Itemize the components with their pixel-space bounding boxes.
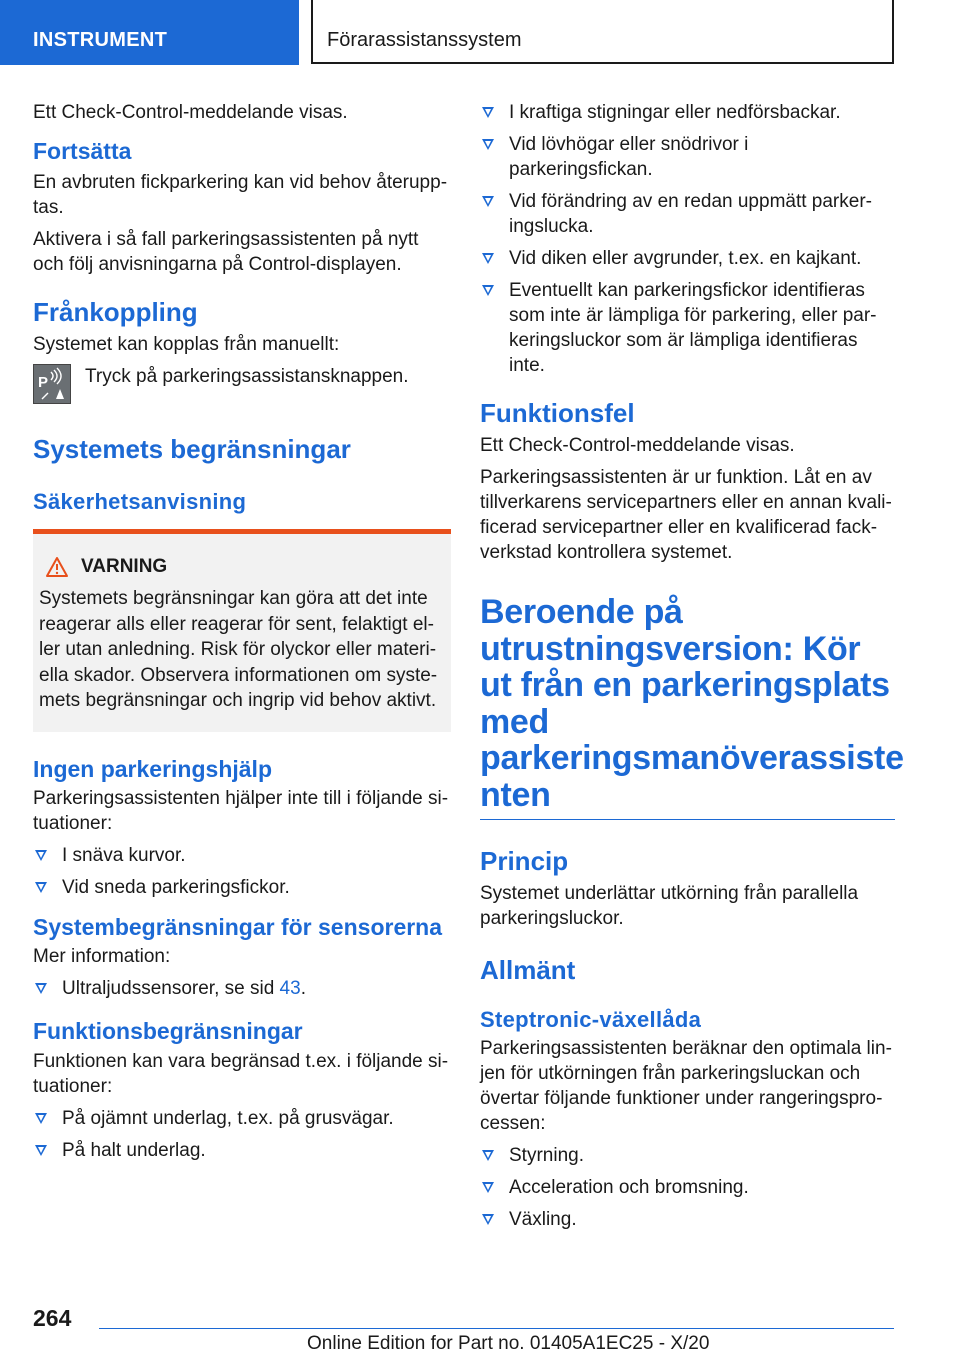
heading-funktion: Funktionsbegränsningar <box>33 1017 303 1044</box>
list-ingen <box>33 843 451 900</box>
list-item: Styrning. <box>480 1143 895 1168</box>
bullet-triangle-icon <box>482 107 494 118</box>
list-item: Växling. <box>480 1207 895 1232</box>
list-item: Vid sneda parkeringsfickor. <box>33 875 451 900</box>
footer-rule <box>99 1328 894 1329</box>
paragraph: Aktivera i så fall parkeringsassistenten på nytt och följ anvisningarna på Control-displayen. <box>33 229 419 275</box>
heading-beroende: Beroende på utrustningsversion: Kör ut från en parkeringsplats med parkeringsmanöverassiste nten <box>480 593 904 814</box>
list-item: Vid förändring av en redan uppmätt parkeringslucka. <box>480 189 895 239</box>
button-instruction <box>33 364 451 410</box>
page-reference-link[interactable]: 43 <box>279 977 301 999</box>
paragraph: Mer information: <box>33 945 171 967</box>
heading-underline <box>480 819 895 820</box>
bullet-triangle-icon <box>482 196 494 207</box>
chapter-title: Förarassistanssystem <box>327 29 522 51</box>
button-instruction-text: Tryck på parkeringsassistansknappen. <box>85 366 409 387</box>
paragraph: Funktionen kan vara begränsad t.ex. i följande situationer: <box>33 1050 449 1097</box>
heading-funktionsfel: Funktionsfel <box>480 398 635 428</box>
section-title: INSTRUMENT <box>33 29 168 51</box>
heading-fortsatta: Fortsätta <box>33 138 132 164</box>
bullet-triangle-icon <box>35 983 47 994</box>
heading-steptronic: Steptronic-växellåda <box>480 1007 702 1032</box>
bullet-triangle-icon <box>482 139 494 150</box>
list-steptronic <box>480 1143 895 1232</box>
bullet-triangle-icon <box>482 253 494 264</box>
section-tab <box>0 0 299 65</box>
list-funktion <box>33 1106 451 1163</box>
paragraph: Parkeringsassistenten hjälper inte till i följande situationer: <box>33 787 449 834</box>
warning-text: Systemets begränsningar kan göra att det inte reagerar alls eller reagerar för sent, felaktigt eller utan anledning. Risk för olyckor eller materiella skador. Observera informationen om systemets begränsningar och ingrip vid behov aktivt. <box>39 588 438 711</box>
warning-triangle-icon <box>45 556 69 578</box>
bullet-triangle-icon <box>35 850 47 861</box>
heading-ingen: Ingen parkeringshjälp <box>33 755 272 782</box>
heading-sakerhet: Säkerhetsanvisning <box>33 489 247 514</box>
list-item: Vid diken eller avgrunder, t.ex. en kajkant. <box>480 246 895 271</box>
bullet-triangle-icon <box>35 1145 47 1156</box>
list-item: På ojämnt underlag, t.ex. på grusvägar. <box>33 1106 451 1131</box>
warning-header <box>45 556 439 578</box>
bullet-triangle-icon <box>482 285 494 296</box>
left-column <box>33 100 451 1170</box>
list-item: I snäva kurvor. <box>33 843 451 868</box>
right-column <box>480 100 904 1239</box>
list-item: På halt underlag. <box>33 1138 451 1163</box>
list-sensorer <box>33 976 451 1001</box>
chapter-header <box>311 0 894 64</box>
paragraph: Systemet kan kopplas från manuellt: <box>33 334 340 355</box>
list-item: Vid lövhögar eller snödrivor i parkeringsfickan. <box>480 132 895 182</box>
paragraph: Ett Check-Control-meddelande visas. <box>480 435 795 456</box>
list-item: Acceleration och bromsning. <box>480 1175 895 1200</box>
bullet-triangle-icon <box>482 1150 494 1161</box>
paragraph: Parkeringsassistenten är ur funktion. Låt en av tillverkarens servicepartners eller en annan kvalificerad servicepartner eller en kvalificerad fackverkstad kontrollera systemet. <box>480 467 892 563</box>
heading-begransningar: Systemets begränsningar <box>33 434 351 464</box>
list-item: Eventuellt kan parkeringsfickor identifieras som inte är lämpliga för parkering, eller parkeringsluckor som är lämpliga identifieras inte. <box>480 278 895 378</box>
heading-allmant: Allmänt <box>480 955 576 985</box>
paragraph: Ett Check-Control-meddelande visas. <box>33 102 348 123</box>
parking-assistant-button-icon <box>33 364 71 404</box>
list-item: Ultraljudssensorer, se sid 43. <box>33 976 451 1001</box>
paragraph: Parkeringsassistenten beräknar den optimala linjen för utkörningen från parkeringsluckan och övertar följande funktioner under rangeringsprocessen: <box>480 1038 892 1134</box>
heading-sensorer: Systembegränsningar för sensorerna <box>33 913 443 940</box>
heading-frankoppling: Frånkoppling <box>33 297 198 327</box>
paragraph: Systemet underlättar utkörning från parallella parkeringsluckor. <box>480 883 859 929</box>
list-situations <box>480 100 895 378</box>
svg-text:P: P <box>38 374 49 391</box>
paragraph: En avbruten fickparkering kan vid behov återupptas. <box>33 172 448 218</box>
bullet-triangle-icon <box>482 1182 494 1193</box>
warning-title: VARNING <box>81 556 168 577</box>
heading-princip: Princip <box>480 846 569 876</box>
bullet-triangle-icon <box>482 1214 494 1225</box>
bullet-triangle-icon <box>35 1113 47 1124</box>
warning-box <box>33 529 451 732</box>
bullet-triangle-icon <box>35 882 47 893</box>
page-number: 264 <box>33 1305 72 1331</box>
list-item: I kraftiga stigningar eller nedförsbackar. <box>480 100 895 125</box>
footer-edition: Online Edition for Part no. 01405A1EC25 - X/20 <box>307 1333 710 1354</box>
